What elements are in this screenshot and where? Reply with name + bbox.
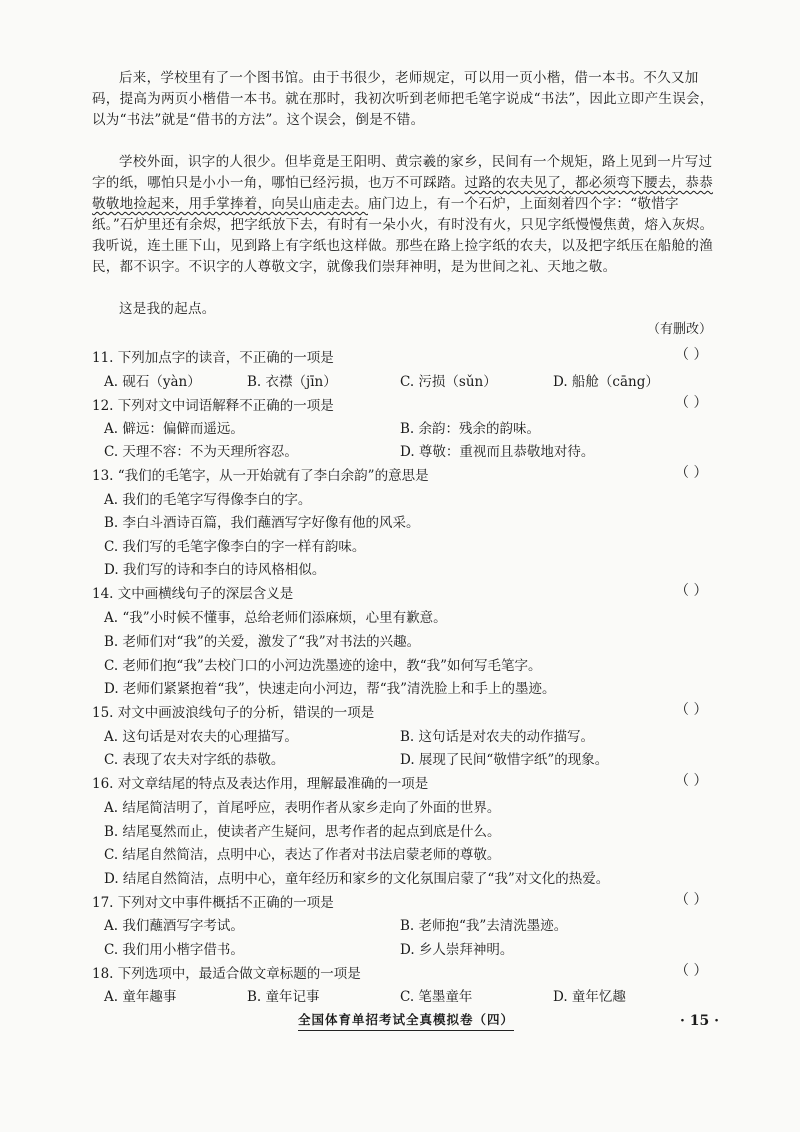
passage-paragraph-1: 后来，学校里有了一个图书馆。由于书很少，老师规定，可以用一页小楷，借一本书。不久又加码，提高为两页小楷借一本书。就在那时，我初次听到老师把毛笔字说成“书法”，因此立即产生误会，以为“书法”就是“借书的方法”。这个误会，倒是不错。 <box>92 70 714 128</box>
question-14-option-a[interactable]: A. “我”小时候不懂事，总给老师们添麻烦，心里有歉意。 <box>104 610 447 626</box>
question-15-stem: 15. 对文中画波浪线句子的分析，错误的一项是 <box>92 705 375 721</box>
question-18-stem: 18. 下列选项中，最适合做文章标题的一项是 <box>92 966 361 982</box>
question-13-stem: 13. “我们的毛笔字，从一开始就有了李白余韵”的意思是 <box>92 468 429 484</box>
question-12-stem: 12. 下列对文中词语解释不正确的一项是 <box>92 398 334 414</box>
source-note: （有删改） <box>646 322 712 337</box>
question-12-option-a[interactable]: A. 僻远：偏僻而遥远。 <box>104 421 244 437</box>
answer-blank-18[interactable]: （ ） <box>675 963 708 979</box>
question-14-option-b[interactable]: B. 老师们对“我”的关爱，激发了“我”对书法的兴趣。 <box>104 634 421 650</box>
question-14-stem: 14. 文中画横线句子的深层含义是 <box>92 586 294 602</box>
question-18-option-c[interactable]: C. 笔墨童年 <box>400 989 473 1005</box>
answer-blank-13[interactable]: （ ） <box>675 465 708 481</box>
question-18-option-d[interactable]: D. 童年忆趣 <box>553 989 626 1005</box>
question-17-option-c[interactable]: C. 我们用小楷字借书。 <box>104 942 244 958</box>
question-16-stem: 16. 对文章结尾的特点及表达作用，理解最准确的一项是 <box>92 776 429 792</box>
question-12-option-b[interactable]: B. 余韵：残余的韵味。 <box>400 421 541 437</box>
question-15-option-d[interactable]: D. 展现了民间“敬惜字纸”的现象。 <box>400 752 609 768</box>
question-16-option-b[interactable]: B. 结尾戛然而止，使读者产生疑问，思考作者的起点到底是什么。 <box>104 824 501 840</box>
question-15-option-c[interactable]: C. 表现了农夫对字纸的恭敬。 <box>104 752 285 768</box>
footer-title: 全国体育单招考试全真模拟卷（四） <box>298 1010 514 1031</box>
passage-paragraph-2-part-b: 庙门边上，有一个石炉，上面刻着四个字：“敬惜字纸。”石炉里还有余烬，把字纸放下去，有时有一朵小火，有时没有火，只见字纸慢慢焦黄，熔入灰烬。我听说，连土匪下山，见到路上有字纸也这样做。那些在路上捡字纸的农夫，以及把字纸压在船舱的渔民，都不识字。不识字的人尊敬文字，就像我们崇拜神明，是为世间之礼、天地之敬。 <box>92 196 714 275</box>
question-11-option-c[interactable]: C. 污损（sǔn） <box>400 374 497 390</box>
question-17-option-d[interactable]: D. 乡人崇拜神明。 <box>400 942 514 958</box>
wavy-underlined-sentence: 过路的农夫见了，都必须弯下腰去，恭恭敬敬地捡起来，用手掌捧着，向吴山庙走去。 <box>92 175 714 212</box>
question-16-option-a[interactable]: A. 结尾简洁明了，首尾呼应，表明作者从家乡走向了外面的世界。 <box>104 800 501 816</box>
question-13-option-d[interactable]: D. 我们写的诗和李白的诗风格相似。 <box>104 562 326 578</box>
question-11-option-a[interactable]: A. 砚石（yàn） <box>104 374 201 390</box>
question-16-option-d[interactable]: D. 结尾自然简洁，点明中心，童年经历和家乡的文化氛围启蒙了“我”对文化的热爱。 <box>104 871 610 887</box>
answer-blank-11[interactable]: （ ） <box>675 347 708 363</box>
passage-paragraph-2-part-a: 学校外面，识字的人很少。但毕竟是王阳明、黄宗羲的家乡，民间有一个规矩，路上见到一片写过字的纸，哪怕只是小小一角，哪怕已经污损，也万不可踩踏。 <box>92 154 713 191</box>
answer-blank-16[interactable]: （ ） <box>675 773 708 789</box>
answer-blank-14[interactable]: （ ） <box>675 583 708 599</box>
question-13-option-a[interactable]: A. 我们的毛笔字写得像李白的字。 <box>104 492 312 508</box>
question-12-option-c[interactable]: C. 天理不容：不为天理所容忍。 <box>104 444 298 460</box>
question-16-option-c[interactable]: C. 结尾自然简洁，点明中心，表达了作者对书法启蒙老师的尊敬。 <box>104 847 501 863</box>
question-17-option-a[interactable]: A. 我们蘸酒写字考试。 <box>104 918 244 934</box>
question-11-option-b[interactable]: B. 衣襟（jīn） <box>247 374 337 390</box>
passage-paragraph-2 <box>92 152 720 278</box>
question-12-option-d[interactable]: D. 尊敬：重视而且恭敬地对待。 <box>400 444 595 460</box>
question-11-option-d[interactable]: D. 船舱（cāng） <box>553 374 659 390</box>
question-15-option-b[interactable]: B. 这句话是对农夫的动作描写。 <box>400 729 595 745</box>
question-13-option-c[interactable]: C. 我们写的毛笔字像李白的字一样有韵味。 <box>104 539 366 555</box>
question-14-option-d[interactable]: D. 老师们紧紧抱着“我”，快速走向小河边，帮“我”清洗脸上和手上的墨迹。 <box>104 681 556 697</box>
question-15-option-a[interactable]: A. 这句话是对农夫的心理描写。 <box>104 729 298 745</box>
question-17-option-b[interactable]: B. 老师抱“我”去清洗墨迹。 <box>400 918 568 934</box>
question-18-option-a[interactable]: A. 童年趣事 <box>104 989 177 1005</box>
question-11-stem: 11. 下列加点字的读音，不正确的一项是 <box>92 350 334 366</box>
question-18-option-b[interactable]: B. 童年记事 <box>247 989 320 1005</box>
answer-blank-12[interactable]: （ ） <box>675 395 708 411</box>
question-17-stem: 17. 下列对文中事件概括不正确的一项是 <box>92 895 334 911</box>
question-13-option-b[interactable]: B. 李白斗酒诗百篇，我们蘸酒写字好像有他的风采。 <box>104 515 420 531</box>
question-14-option-c[interactable]: C. 老师们抱“我”去校门口的小河边洗墨迹的途中，教“我”如何写毛笔字。 <box>104 658 542 674</box>
answer-blank-17[interactable]: （ ） <box>675 892 708 908</box>
passage-paragraph-3: 这是我的起点。 <box>119 301 216 317</box>
answer-blank-15[interactable]: （ ） <box>675 702 708 718</box>
page-number: · 15 · <box>680 1013 719 1029</box>
